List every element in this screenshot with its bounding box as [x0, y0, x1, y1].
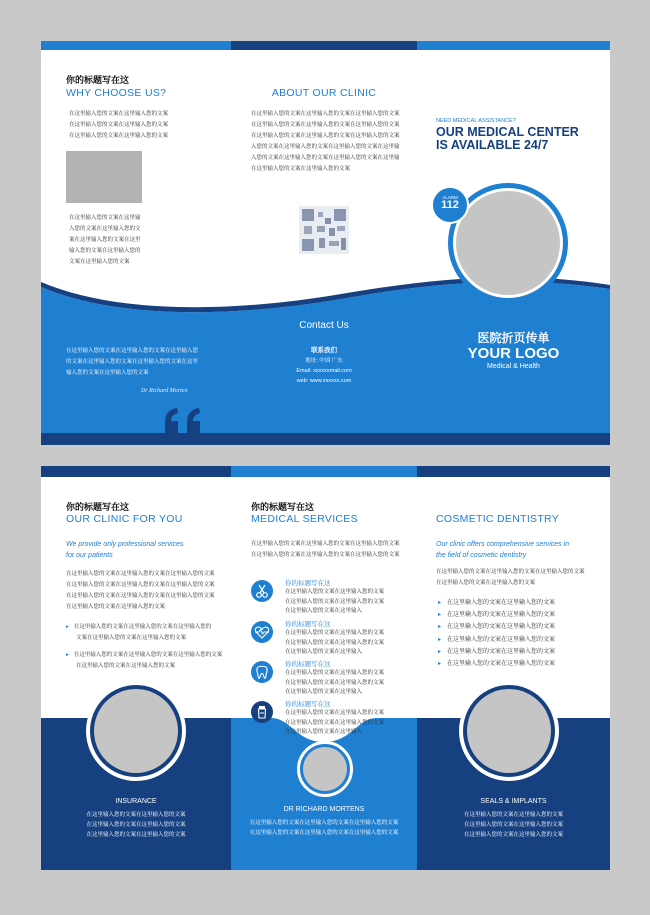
text-line: 在这里输入您的文案在这里输入 [285, 729, 363, 735]
text-line: 在这里输入您的文案在这里输入您的文案 [463, 832, 563, 838]
text-line: 在这里输入您的文案在这里输入您的文案 [447, 648, 556, 655]
text-line: 在这里输入您的文案在这里输入您的文案 [447, 624, 556, 631]
text-line: 在这里输入您的文案在这里输入您的文案 [447, 636, 556, 643]
service-text [285, 669, 384, 698]
service-title: 你的标题写在这 [285, 621, 331, 628]
text-line: 在这里输入您的文案在这里输入您的文案在这里输入您的文案 [66, 571, 215, 577]
clinic-heading-cn: 你的标题写在这 [66, 502, 130, 512]
cosmetic-intro [436, 539, 569, 561]
contact-title: Contact Us [299, 320, 349, 331]
doctor-text [231, 818, 417, 838]
text-line: 在这里输入您的文案在这里输入您的文案 [76, 663, 176, 669]
about-text [251, 109, 400, 175]
seals-text [417, 810, 610, 840]
text-line: 入您的文案在这里输入您的文 [69, 226, 141, 232]
text-line: Our clinic offers comprehensive services in [436, 541, 570, 548]
text-line: 在这里输入您的文案在这里输入 [285, 689, 363, 695]
heartbeat-icon [251, 621, 273, 643]
text-line: 在这里输入您的文案在这里输入您的文案 [447, 661, 556, 668]
text-line: 在这里输入您的文案在这里输入您的文案在这里输入您的文案 [436, 569, 585, 575]
text-line: 在这里输入您的文案在这里输入您的文案 [463, 812, 563, 818]
round-photo [94, 689, 178, 773]
insurance-caption: INSURANCE [115, 798, 157, 805]
cosmetic-bullets [438, 597, 555, 670]
service-title: 你的标题写在这 [285, 701, 331, 708]
list-item: ▸ 在这里输入您的文案在这里输入您的文案 [438, 636, 556, 643]
clinic-bullet-2: ▸ 在这里输入您的文案在这里输入您的文案在这里输入您的文案 在这里输入您的文案在这里输入您的文案 [66, 650, 222, 672]
text-line: 在这里输入您的文案在这里输入您的文案在这里输入您的文案 [251, 111, 400, 117]
text-line: 在这里输入您的文案在这里输入您的文案在这里输入您 [66, 348, 199, 354]
brochure-outside-sheet [41, 41, 610, 445]
contact-details [231, 356, 417, 386]
contact-title-cn: 联系我们 [311, 347, 337, 354]
text-line: 在这里输入您的文案在这里输入您的文案 [285, 589, 385, 595]
clinic-intro [66, 539, 183, 561]
text-line: 文案在这里输入您的文案 [69, 259, 130, 265]
text-line: 在这里输入您的文案在这里输入您的文案 [285, 639, 385, 646]
signature: Dr Richard Morten [141, 388, 188, 394]
clinic-heading-en: OUR CLINIC FOR YOU [66, 513, 183, 525]
text-line: 在这里输入您的文案在这里输入您的文案 [463, 822, 563, 828]
text-line: 在这里输入您的文案在这里输入您的文案 [285, 710, 385, 716]
doctor-caption: DR RICHARD MORTENS [283, 806, 365, 813]
cosmetic-heading: COSMETIC DENTISTRY [436, 513, 560, 525]
contact-email: Email: xxxxxxmail.com [296, 368, 352, 374]
list-item: ▸ 在这里输入您的文案在这里输入您的文案 [438, 661, 556, 668]
text-line: 在这里输入您的文案在这里输入您的文案在这里输入您的 [73, 624, 212, 630]
seals-caption: SEALS & IMPLANTS [480, 798, 547, 805]
text-line: 在这里输入您的文案在这里输入您的文案 [86, 812, 186, 818]
tube-icon [251, 701, 273, 723]
list-item: ▸ 在这里输入您的文案在这里输入您的文案 [438, 612, 556, 619]
round-photo [467, 689, 551, 773]
round-photo [453, 188, 563, 298]
service-title: 你的标题写在这 [285, 661, 331, 668]
need-assistance: NEED MEDICAL ASSISTANCE? [436, 118, 516, 124]
cosmetic-text [436, 567, 585, 589]
text-line: 在这里输入您的文案在这里输入您的文案在这里输入您的文案 [251, 541, 400, 547]
service-text [285, 709, 384, 738]
text-line: 在这里输入您的文案在这里输入您的文案 [69, 133, 169, 139]
top-strip-left [41, 466, 231, 477]
text-line: 在这里输入您的文案在这里输入您的文案 [436, 580, 536, 586]
services-text [251, 539, 400, 561]
clinic-text [66, 569, 215, 613]
text-line: 在这里输入您的文案在这里输入您的文案 [285, 598, 385, 605]
text-line: 的文案在这里输入您的文案在这里输入您的文案在这里 [66, 359, 199, 365]
text-line: 在这里输入您的文案在这里输入您的文案 [251, 166, 351, 172]
service-text [285, 629, 384, 658]
quote-text [66, 346, 198, 379]
text-line: 入您的文案在这里输入您的文案在这里输入您的文案在这里输 [251, 155, 400, 161]
text-line: 在这里输入您的文案在这里输入您的文案 [285, 719, 385, 726]
contact-address: 地址: 中国 广东 [305, 358, 343, 364]
text-line: 在这里输入您的文案在这里输入您的文案 [447, 600, 556, 606]
list-item: ▸ 在这里输入您的文案在这里输入您的文案 [438, 648, 556, 655]
text-line: 在这里输入您的文案在这里输入您的文案 [86, 822, 186, 828]
text-line: 在这里输入您的文案在这里输入您的文案 [66, 604, 166, 610]
qr-code-icon [299, 206, 349, 254]
brochure-title-cn: 医院折页传单 [477, 331, 550, 345]
medical-center-title [436, 126, 579, 152]
text-line: 案在这里输入您的文案在这里 [69, 237, 141, 243]
scissors-icon [251, 580, 273, 602]
quote-mark-icon [161, 406, 216, 436]
tagline: Medical & Health [487, 363, 540, 370]
text-line: 在这里输入您的文案在这里输入您的文案在这里输入您的文案 [249, 830, 399, 836]
text-line: 在这里输入您的文案在这里输入您的文案在这里输入您的文案 [251, 122, 400, 128]
tooth-icon [251, 661, 273, 683]
alarm-label: ALARM [442, 195, 458, 200]
clinic-bullet-1: ▸ 在这里输入您的文案在这里输入您的文案在这里输入您的 文案在这里输入您的文案在这里输入您的文案 [66, 622, 211, 644]
service-text [285, 588, 384, 617]
text-line: 在这里输入您的文案在这里输入您的文案 [285, 670, 385, 676]
text-line: 在这里输入您的文案在这里输入您的文案在这里输入您的文案 [249, 820, 399, 826]
why-heading-en: WHY CHOOSE US? [66, 87, 167, 99]
top-strip-middle [231, 466, 417, 477]
text-line: 在这里输入您的文案在这里输入您的文案在这里输入您的文案 [66, 593, 215, 599]
services-heading-en: MEDICAL SERVICES [251, 513, 358, 525]
text-line: 在这里输入您的文案在这里输 [69, 215, 141, 221]
text-line: 入您的文案在这里输入您的文案在这里输入您的文案在这里输 [251, 144, 400, 150]
alarm-badge [431, 186, 469, 224]
brochure-inside-sheet [41, 466, 610, 870]
text-line: 输入您的文案在这里输入您的 [69, 248, 141, 254]
text-line: 在这里输入您的文案在这里输入您的文案在这里输入您的文案 [251, 133, 400, 139]
text-line: 输入您的文案在这里输入您的文案 [66, 370, 149, 376]
text-line: 在这里输入您的文案在这里输入您的文案在这里输入您的文案 [73, 652, 223, 658]
title-line: IS AVAILABLE 24/7 [436, 138, 549, 152]
list-item: ▸ 在这里输入您的文案在这里输入您的文案 [438, 600, 556, 606]
why-text-mid [69, 213, 141, 268]
contact-web: web: www.xxxxxx.com [296, 378, 352, 384]
text-line: 在这里输入您的文案在这里输入 [285, 649, 363, 655]
text-line: We provide only professional services [66, 541, 184, 548]
title-line: OUR MEDICAL CENTER [436, 125, 579, 139]
text-line: 文案在这里输入您的文案在这里输入您的文案 [76, 635, 187, 641]
service-title: 你的标题写在这 [285, 580, 331, 587]
round-photo [303, 747, 347, 791]
logo-text: YOUR LOGO [467, 345, 560, 362]
text-line: 在这里输入您的文案在这里输入您的文案 [285, 679, 385, 686]
why-text-top [69, 109, 168, 142]
text-line: for our patients [66, 552, 113, 559]
text-line: 在这里输入您的文案在这里输入您的文案 [69, 122, 169, 128]
text-line: the field of cosmetic dentistry [436, 552, 527, 559]
text-line: 在这里输入您的文案在这里输入您的文案 [447, 612, 556, 619]
insurance-text [41, 810, 231, 840]
text-line: 在这里输入您的文案在这里输入您的文案 [86, 832, 186, 838]
services-heading-cn: 你的标题写在这 [251, 502, 315, 512]
text-line: 在这里输入您的文案在这里输入您的文案在这里输入您的文案 [251, 552, 400, 558]
why-heading-cn: 你的标题写在这 [66, 75, 130, 85]
alarm-number: 112 [441, 199, 459, 211]
top-strip-right [417, 466, 610, 477]
text-line: 在这里输入您的文案在这里输入您的文案 [285, 630, 385, 636]
text-line: 在这里输入您的文案在这里输入您的文案 [69, 111, 169, 117]
about-heading: ABOUT OUR CLINIC [271, 87, 377, 99]
list-item: ▸ 在这里输入您的文案在这里输入您的文案 [438, 624, 556, 631]
text-line: 在这里输入您的文案在这里输入您的文案在这里输入您的文案 [66, 582, 215, 588]
photo-placeholder [66, 151, 142, 203]
text-line: 在这里输入您的文案在这里输入 [285, 608, 363, 614]
